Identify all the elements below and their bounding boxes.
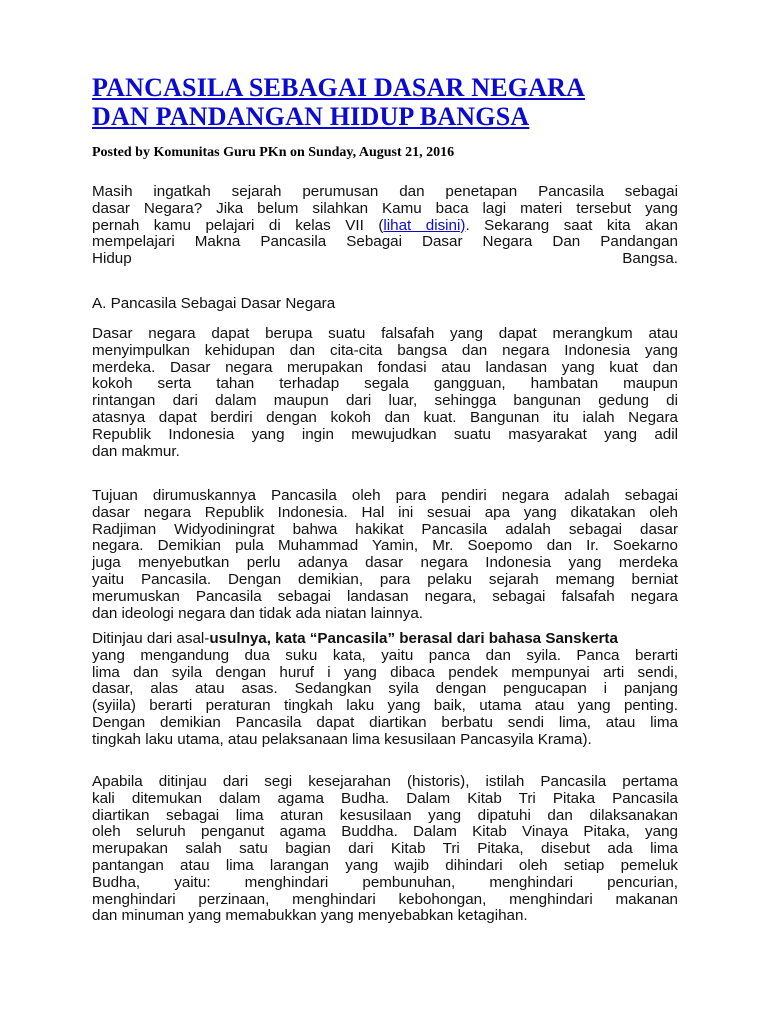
text-line: mempelajari Makna Pancasila Sebagai Dasar Negara Dan Pandangan xyxy=(92,233,678,251)
paragraph-tujuan xyxy=(92,488,678,622)
paragraph-asal-usul xyxy=(92,631,678,749)
text-segment: Hidup xyxy=(92,250,132,268)
text-line xyxy=(92,218,678,235)
text-line: lima dan syila dengan huruf i yang dibaca pendek mempunyai arti sendi, xyxy=(92,663,678,681)
text-line: dasar negara Republik Indonesia. Hal ini sesuai apa yang dikatakan oleh xyxy=(92,503,678,521)
text-line xyxy=(92,631,678,648)
text-line: dan ideologi negara dan tidak ada niatan lainnya. xyxy=(92,604,424,622)
intro-paragraph xyxy=(92,184,678,268)
text-line: atasnya dapat berdiri dengan kokoh dan kuat. Bangunan itu ialah Negara xyxy=(92,408,678,426)
text-line: dan minuman yang memabukkan yang menyebabkan ketagihan. xyxy=(92,907,528,925)
paragraph-dasar-negara xyxy=(92,326,678,460)
text-line: (syiila) berarti peraturan tingkah laku yang baik, utama atau yang penting. xyxy=(92,697,678,715)
text-line: dasar Negara? Jika belum silahkan Kamu baca lagi materi tersebut yang xyxy=(92,199,678,217)
text-segment: . Sekarang saat kita akan xyxy=(465,216,678,234)
text-line: Apabila ditinjau dari segi kesejarahan (historis), istilah Pancasila pertama xyxy=(92,773,678,790)
text-line: Dengan demikian Pancasila dapat diartikan berbatu sendi lima, atau lima xyxy=(92,713,678,731)
lihat-disini-link[interactable]: lihat disini) xyxy=(383,216,466,234)
text-line: Masih ingatkah sejarah perumusan dan penetapan Pancasila sebagai xyxy=(92,183,678,200)
text-line: tingkah laku utama, atau pelaksanaan lima kesusilaan Pancasyila Krama). xyxy=(92,730,592,748)
paragraph-historis xyxy=(92,774,678,925)
text-line: juga menyebutkan perlu adanya dasar negara Indonesia yang merdeka xyxy=(92,554,678,572)
text-line: Radjiman Widyodiningrat bahwa hakikat Pancasila adalah sebagai dasar xyxy=(92,520,678,538)
text-line: rintangan dari dalam maupun dari luar, sehingga bangunan gedung di xyxy=(92,392,678,410)
text-line: menghindari perzinaan, menghindari kebohongan, menghindari makanan xyxy=(92,890,678,908)
text-line: menyimpulkan kehidupan dan cita-cita bangsa dan negara Indonesia yang xyxy=(92,341,678,359)
text-line: yaitu Pancasila. Dengan demikian, para pelaku sejarah memang berniat xyxy=(92,570,678,588)
text-line: merumuskan Pancasila sebagai landasan negara, sebagai falsafah negara xyxy=(92,587,678,605)
title-line-2[interactable]: DAN PANDANGAN HIDUP BANGSA xyxy=(92,102,530,131)
text-segment-bold: usulnya, kata “Pancasila” berasal dari bahasa Sanskerta xyxy=(209,630,618,647)
text-line: Republik Indonesia yang ingin mewujudkan suatu masyarakat yang adil xyxy=(92,425,678,443)
post-meta: Posted by Komunitas Guru PKn on Sunday, August 21, 2016 xyxy=(92,145,455,160)
text-line: Dasar negara dapat berupa suatu falsafah yang dapat merangkum atau xyxy=(92,325,678,342)
text-line: dasar, alas atau asas. Sedangkan syila dengan pengucapan i panjang xyxy=(92,680,678,698)
text-line: dan makmur. xyxy=(92,442,180,460)
section-heading: A. Pancasila Sebagai Dasar Negara xyxy=(92,295,336,312)
text-line: Budha, yaitu: menghindari pembunuhan, menghindari pencurian, xyxy=(92,873,678,891)
text-line: negara. Demikian pula Muhammad Yamin, Mr. Soepomo dan Ir. Soekarno xyxy=(92,537,678,555)
title-line-1[interactable]: PANCASILA SEBAGAI DASAR NEGARA xyxy=(92,73,586,102)
text-line: kali ditemukan dalam agama Budha. Dalam Kitab Tri Pitaka Pancasila xyxy=(92,789,678,807)
article-title[interactable] xyxy=(92,73,692,131)
text-segment: Ditinjau dari asal- xyxy=(92,630,210,647)
text-line: diartikan sebagai lima aturan kesusilaan yang dipatuhi dan dilaksanakan xyxy=(92,806,678,824)
text-line: Tujuan dirumuskannya Pancasila oleh para pendiri negara adalah sebagai xyxy=(92,487,678,504)
text-segment: Bangsa. xyxy=(622,250,678,268)
text-line: merdeka. Dasar negara merupakan fondasi atau landasan yang kuat dan xyxy=(92,358,678,376)
text-line: pantangan atau lima larangan yang wajib dihindari oleh setiap pemeluk xyxy=(92,856,678,874)
text-line xyxy=(92,251,678,268)
text-line: merupakan salah satu bagian dari Kitab Tri Pitaka, disebut ada lima xyxy=(92,840,678,858)
text-line: yang mengandung dua suku kata, yaitu panca dan syila. Panca berarti xyxy=(92,646,678,664)
text-line: kokoh serta tahan terhadap segala gangguan, hambatan maupun xyxy=(92,375,678,393)
text-line: oleh seluruh penganut agama Buddha. Dalam Kitab Vinaya Pitaka, yang xyxy=(92,823,678,841)
text-segment: pernah kamu pelajari di kelas VII ( xyxy=(92,216,384,234)
